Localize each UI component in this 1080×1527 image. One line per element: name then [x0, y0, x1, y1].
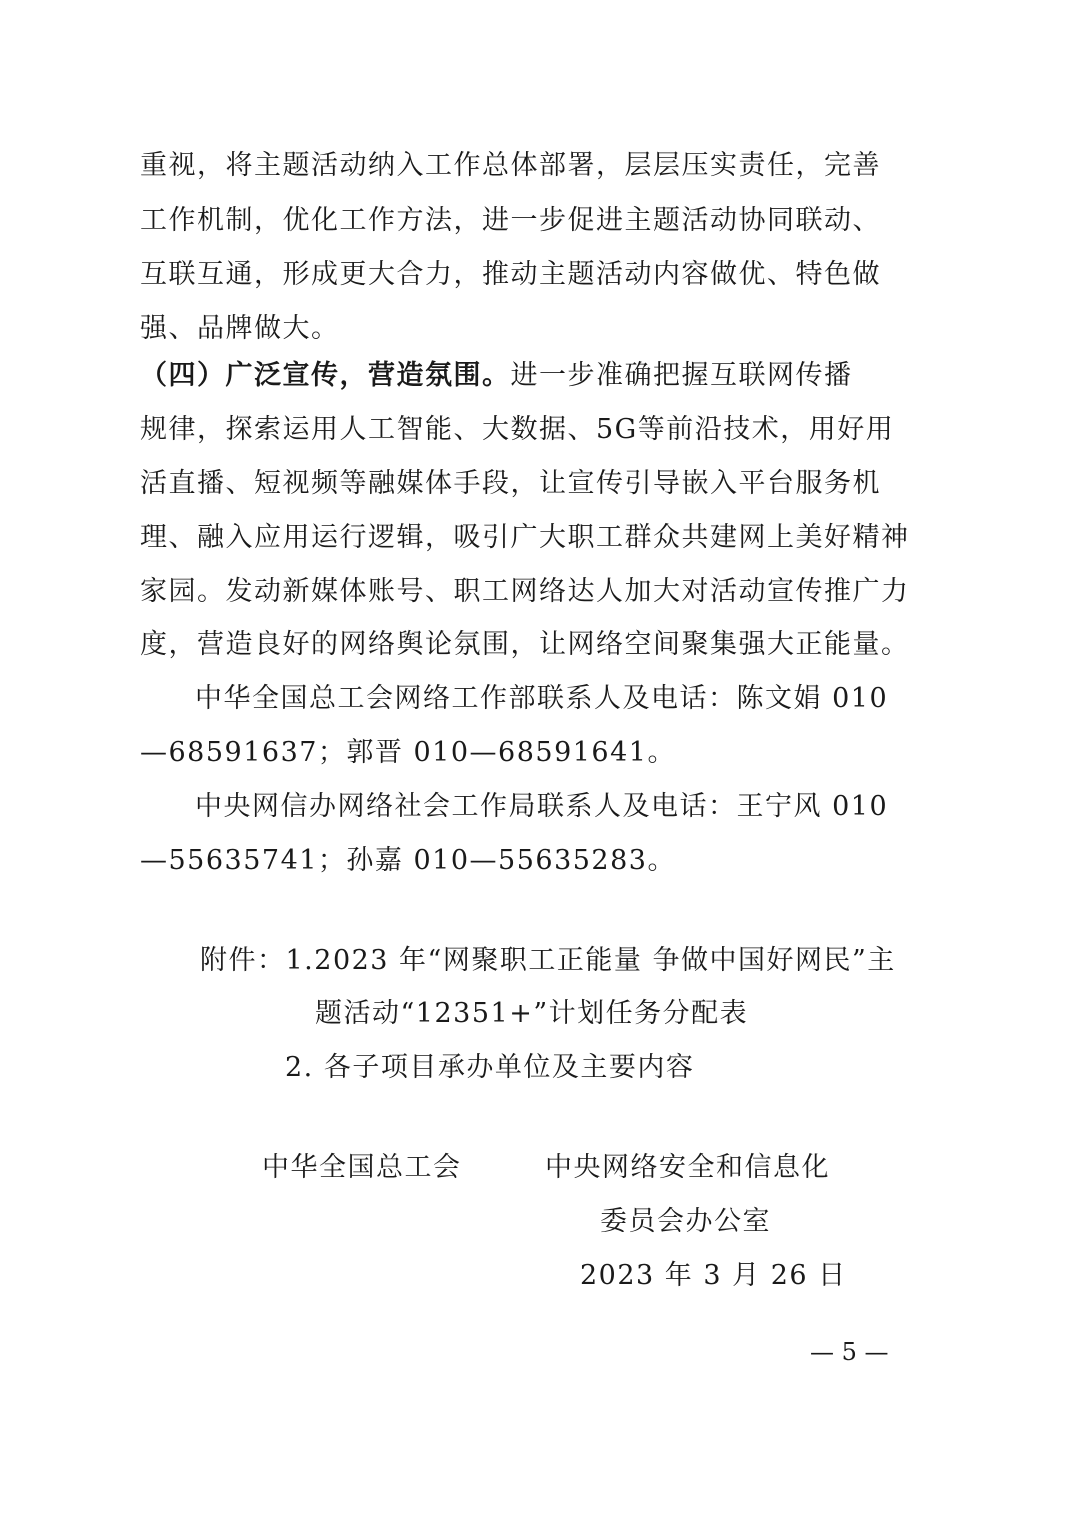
- page-number: — 5 —: [810, 1338, 889, 1366]
- signature-org-cac-continued: 委员会办公室: [600, 1206, 771, 1237]
- body-line: 家园。发动新媒体账号、职工网络达人加大对活动宣传推广力: [140, 576, 910, 607]
- body-line: 活直播、短视频等融媒体手段，让宣传引导嵌入平台服务机: [140, 468, 881, 499]
- contact-cac: 中央网信办网络社会工作局联系人及电话：王宁风 010: [195, 791, 889, 822]
- body-line: 度，营造良好的网络舆论氛围，让网络空间聚集强大正能量。: [140, 629, 910, 660]
- section-4-heading: （四）广泛宣传，营造氛围。: [140, 360, 511, 391]
- contact-cac-phone: —55635741；孙嘉 010—55635283。: [140, 845, 676, 876]
- signature-org-cac: 中央网络安全和信息化: [545, 1152, 830, 1183]
- body-line: 互联互通，形成更大合力，推动主题活动内容做优、特色做: [140, 259, 881, 290]
- attachment-1-continued: 题活动“12351+”计划任务分配表: [315, 998, 749, 1029]
- body-line: 理、融入应用运行逻辑，吸引广大职工群众共建网上美好精神: [140, 522, 910, 553]
- contact-acftu: 中华全国总工会网络工作部联系人及电话：陈文娟 010: [195, 683, 889, 714]
- signature-org-acftu: 中华全国总工会: [262, 1152, 462, 1183]
- body-line: 强、品牌做大。: [140, 313, 340, 344]
- body-line: 重视，将主题活动纳入工作总体部署，层层压实责任，完善: [140, 150, 881, 181]
- body-line: 规律，探索运用人工智能、大数据、5G等前沿技术，用好用: [140, 414, 895, 445]
- signature-date: 2023 年 3 月 26 日: [580, 1260, 847, 1291]
- attachment-2: 2. 各子项目承办单位及主要内容: [285, 1052, 695, 1083]
- body-line: 工作机制，优化工作方法，进一步促进主题活动协同联动、: [140, 205, 881, 236]
- contact-acftu-phone: —68591637；郭晋 010—68591641。: [140, 737, 676, 768]
- attachment-1: 附件：1.2023 年“网聚职工正能量 争做中国好网民”主: [200, 945, 896, 976]
- section-4-first-line: [140, 357, 853, 395]
- section-4-text: 进一步准确把握互联网传播: [510, 360, 853, 391]
